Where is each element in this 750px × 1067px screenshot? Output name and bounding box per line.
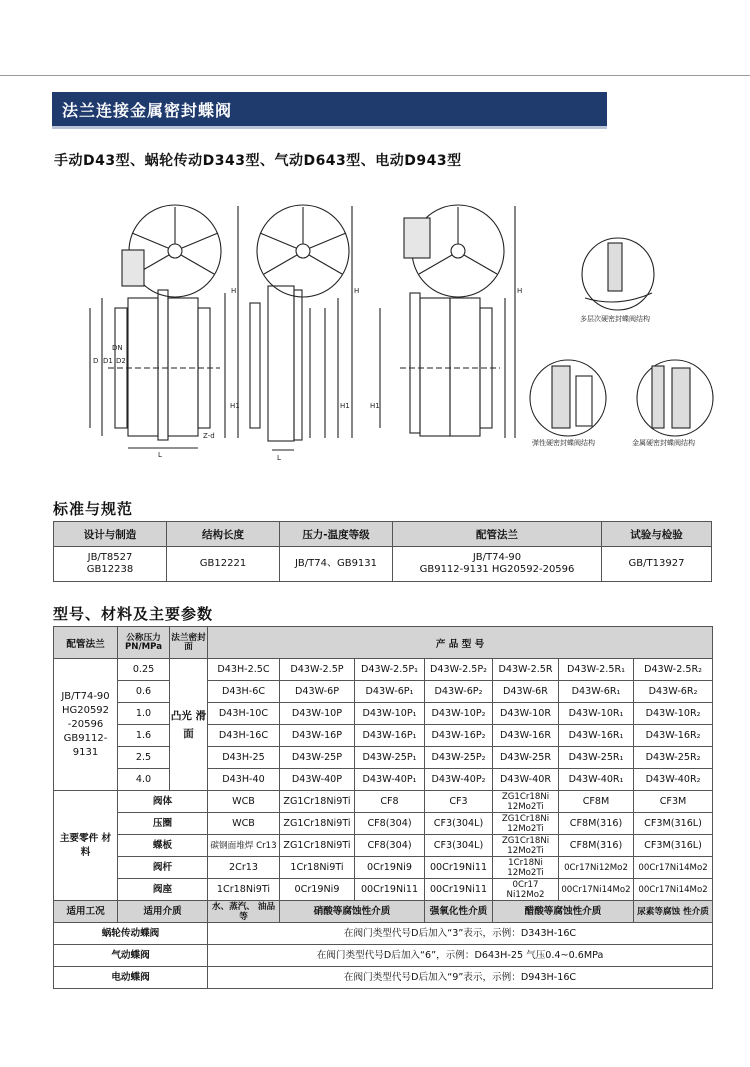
model-cell: D43H-40: [208, 769, 280, 791]
valve-drawings: [80, 198, 720, 470]
std-flange-1: JB/T74-90: [472, 552, 522, 563]
pn-value: 0.6: [118, 681, 170, 703]
std-design-1: JB/T8527: [87, 552, 133, 563]
material-cell: ZG1Cr18Ni9Ti: [280, 791, 355, 813]
material-cell: ZG1Cr18Ni 12Mo2Ti: [493, 835, 559, 857]
part-name: 蝶板: [118, 835, 208, 857]
model-cell: D43W-25R₁: [559, 747, 634, 769]
model-cell: D43H-16C: [208, 725, 280, 747]
model-cell: D43W-16P₁: [355, 725, 425, 747]
dim-DN: DN: [112, 344, 123, 352]
valve-drawing-3: [380, 205, 515, 438]
flange-standard: JB/T74-90 HG20592 -20596 GB9112- 9131: [54, 659, 118, 791]
product-subtitle: 手动D43型、蜗轮传动D343型、气动D643型、电动D943型: [54, 153, 462, 169]
material-cell: CF8(304): [355, 813, 425, 835]
model-cell: D43W-40R₁: [559, 769, 634, 791]
material-cell: 1Cr18Ni9Ti: [280, 857, 355, 879]
material-cell: CF3M: [634, 791, 713, 813]
material-cell: ZG1Cr18Ni9Ti: [280, 835, 355, 857]
dim-Zd: Z-d: [203, 432, 215, 440]
caption-metal: 金属硬密封蝶阀结构: [632, 439, 695, 447]
model-cell: D43W-16P: [280, 725, 355, 747]
material-cell: 0Cr19Ni9: [280, 879, 355, 901]
model-cell: D43W-16R₁: [559, 725, 634, 747]
model-cell: D43W-10R: [493, 703, 559, 725]
model-cell: D43H-25: [208, 747, 280, 769]
model-cell: D43W-6P: [280, 681, 355, 703]
material-cell: CF8: [355, 791, 425, 813]
material-cell: CF3(304L): [425, 835, 493, 857]
model-cell: D43W-25R: [493, 747, 559, 769]
model-cell: D43W-25P: [280, 747, 355, 769]
material-cell: WCB: [208, 813, 280, 835]
model-cell: D43H-2.5C: [208, 659, 280, 681]
part-name: 阀杆: [118, 857, 208, 879]
std-length: GB12221: [167, 547, 280, 582]
std-pt: JB/T74、GB9131: [280, 547, 393, 582]
top-divider: [0, 75, 750, 76]
model-cell: D43W-40R₂: [634, 769, 713, 791]
model-cell: D43W-10R₁: [559, 703, 634, 725]
cond-label: 适用工况: [54, 901, 118, 923]
material-cell: 1Cr18Ni9Ti: [208, 879, 280, 901]
pn-value: 0.25: [118, 659, 170, 681]
material-cell: CF8M(316): [559, 813, 634, 835]
detail-multi-layer: [582, 238, 654, 310]
model-cell: D43W-40P₁: [355, 769, 425, 791]
valve-drawing-2: [250, 205, 352, 450]
model-cell: D43W-25R₂: [634, 747, 713, 769]
note-label: 气动蝶阀: [54, 945, 208, 967]
dim-D1: D1: [103, 357, 113, 365]
valve-drawing-1: [90, 205, 238, 448]
h-flange: 配管法兰: [54, 627, 118, 659]
model-cell: D43W-16R: [493, 725, 559, 747]
std-design-2: GB12238: [86, 564, 134, 575]
material-cell: 碳钢面堆焊 Cr13: [208, 835, 280, 857]
std-header: 压力-温度等级: [280, 522, 393, 547]
material-cell: ZG1Cr18Ni 12Mo2Ti: [493, 791, 559, 813]
model-cell: D43W-40P: [280, 769, 355, 791]
model-cell: D43W-10P: [280, 703, 355, 725]
model-cell: D43W-6P₂: [425, 681, 493, 703]
media-cell: 醋酸等腐蚀性介质: [493, 901, 634, 923]
model-cell: D43W-40P₂: [425, 769, 493, 791]
material-cell: 00Cr17Ni14Mo2: [634, 879, 713, 901]
pn-value: 1.0: [118, 703, 170, 725]
material-cell: 00Cr17Ni14Mo2: [559, 879, 634, 901]
std-header: 配管法兰: [393, 522, 602, 547]
note-text: 在阀门类型代号D后加入“6”，示例：D643H-25 气压0.4~0.6MPa: [208, 945, 713, 967]
material-cell: CF3(304L): [425, 813, 493, 835]
std-test: GB/T13927: [602, 547, 712, 582]
pn-value: 1.6: [118, 725, 170, 747]
detail-metal: [637, 360, 713, 436]
material-cell: CF8(304): [355, 835, 425, 857]
material-cell: CF3M(316L): [634, 835, 713, 857]
pn-value: 4.0: [118, 769, 170, 791]
dim-H1: H1: [230, 402, 240, 410]
model-cell: D43H-10C: [208, 703, 280, 725]
material-cell: 00Cr17Ni14Mo2: [634, 857, 713, 879]
dim-H1-2: H1: [340, 402, 350, 410]
std-header: 设计与制造: [54, 522, 167, 547]
dim-H-2: H: [354, 287, 360, 295]
h-seal: 法兰密封面: [170, 627, 208, 659]
material-cell: CF3: [425, 791, 493, 813]
material-cell: ZG1Cr18Ni9Ti: [280, 813, 355, 835]
model-cell: D43W-6R₂: [634, 681, 713, 703]
dim-H1-3: H1: [370, 402, 380, 410]
standards-heading: 标准与规范: [53, 500, 134, 518]
std-header: 试验与检验: [602, 522, 712, 547]
model-cell: D43W-2.5P₂: [425, 659, 493, 681]
material-cell: 00Cr19Ni11: [425, 857, 493, 879]
material-cell: 0Cr17Ni12Mo2: [559, 857, 634, 879]
model-cell: D43W-2.5P₁: [355, 659, 425, 681]
note-text: 在阀门类型代号D后加入“9”表示，示例：D943H-16C: [208, 967, 713, 989]
note-label: 电动蝶阀: [54, 967, 208, 989]
model-cell: D43W-25P₂: [425, 747, 493, 769]
material-cell: 00Cr19Ni11: [425, 879, 493, 901]
material-cell: 1Cr18Ni 12Mo2Ti: [493, 857, 559, 879]
media-cell: 强氧化性介质: [425, 901, 493, 923]
caption-multi-layer: 多层次硬密封蝶阀结构: [580, 315, 650, 323]
model-cell: D43W-10P₁: [355, 703, 425, 725]
dim-H: H: [231, 287, 237, 295]
title-banner: [52, 92, 607, 129]
params-heading: 型号、材料及主要参数: [53, 605, 214, 623]
model-cell: D43W-2.5R₁: [559, 659, 634, 681]
part-name: 压圈: [118, 813, 208, 835]
part-name: 阀座: [118, 879, 208, 901]
material-cell: 00Cr19Ni11: [355, 879, 425, 901]
dim-L: L: [158, 451, 162, 459]
media-cell: 硝酸等腐蚀性介质: [280, 901, 425, 923]
dim-D2: D2: [116, 357, 126, 365]
params-table: [53, 626, 713, 989]
std-header: 结构长度: [167, 522, 280, 547]
dim-H-3: H: [517, 287, 523, 295]
material-cell: ZG1Cr18Ni 12Mo2Ti: [493, 813, 559, 835]
note-text: 在阀门类型代号D后加入“3”表示，示例：D343H-16C: [208, 923, 713, 945]
caption-elastic: 弹性硬密封蝶阀结构: [532, 439, 595, 447]
material-cell: 0Cr17 Ni12Mo2: [493, 879, 559, 901]
model-cell: D43W-16R₂: [634, 725, 713, 747]
h-model: 产 品 型 号: [208, 627, 713, 659]
material-cell: CF3M(316L): [634, 813, 713, 835]
parts-label: 主要零件 材 料: [54, 791, 118, 901]
model-cell: D43W-10P₂: [425, 703, 493, 725]
seal-face: 凸光 滑面: [170, 659, 208, 791]
model-cell: D43W-16P₂: [425, 725, 493, 747]
banner-title: 法兰连接金属密封蝶阀: [62, 101, 233, 120]
material-cell: WCB: [208, 791, 280, 813]
model-cell: D43W-2.5P: [280, 659, 355, 681]
material-cell: CF8M(316): [559, 835, 634, 857]
h-pn: 公称压力 PN/MPa: [118, 627, 170, 659]
media-cell: 尿素等腐蚀 性介质: [634, 901, 713, 923]
model-cell: D43W-10R₂: [634, 703, 713, 725]
media-cell: 水、蒸汽、 油品等: [208, 901, 280, 923]
part-name: 阀体: [118, 791, 208, 813]
model-cell: D43W-25P₁: [355, 747, 425, 769]
standards-table: [53, 521, 712, 582]
note-label: 蜗轮传动蝶阀: [54, 923, 208, 945]
material-cell: CF8M: [559, 791, 634, 813]
material-cell: 0Cr19Ni9: [355, 857, 425, 879]
model-cell: D43W-6R: [493, 681, 559, 703]
dim-D: D: [93, 357, 99, 365]
model-cell: D43W-2.5R₂: [634, 659, 713, 681]
material-cell: 2Cr13: [208, 857, 280, 879]
pn-value: 2.5: [118, 747, 170, 769]
std-flange-2: GB9112-9131 HG20592-20596: [419, 564, 575, 575]
detail-elastic: [530, 360, 606, 436]
model-cell: D43H-6C: [208, 681, 280, 703]
media-label: 适用介质: [118, 901, 208, 923]
model-cell: D43W-6R₁: [559, 681, 634, 703]
model-cell: D43W-40R: [493, 769, 559, 791]
model-cell: D43W-2.5R: [493, 659, 559, 681]
dim-L-2: L: [277, 454, 281, 462]
model-cell: D43W-6P₁: [355, 681, 425, 703]
